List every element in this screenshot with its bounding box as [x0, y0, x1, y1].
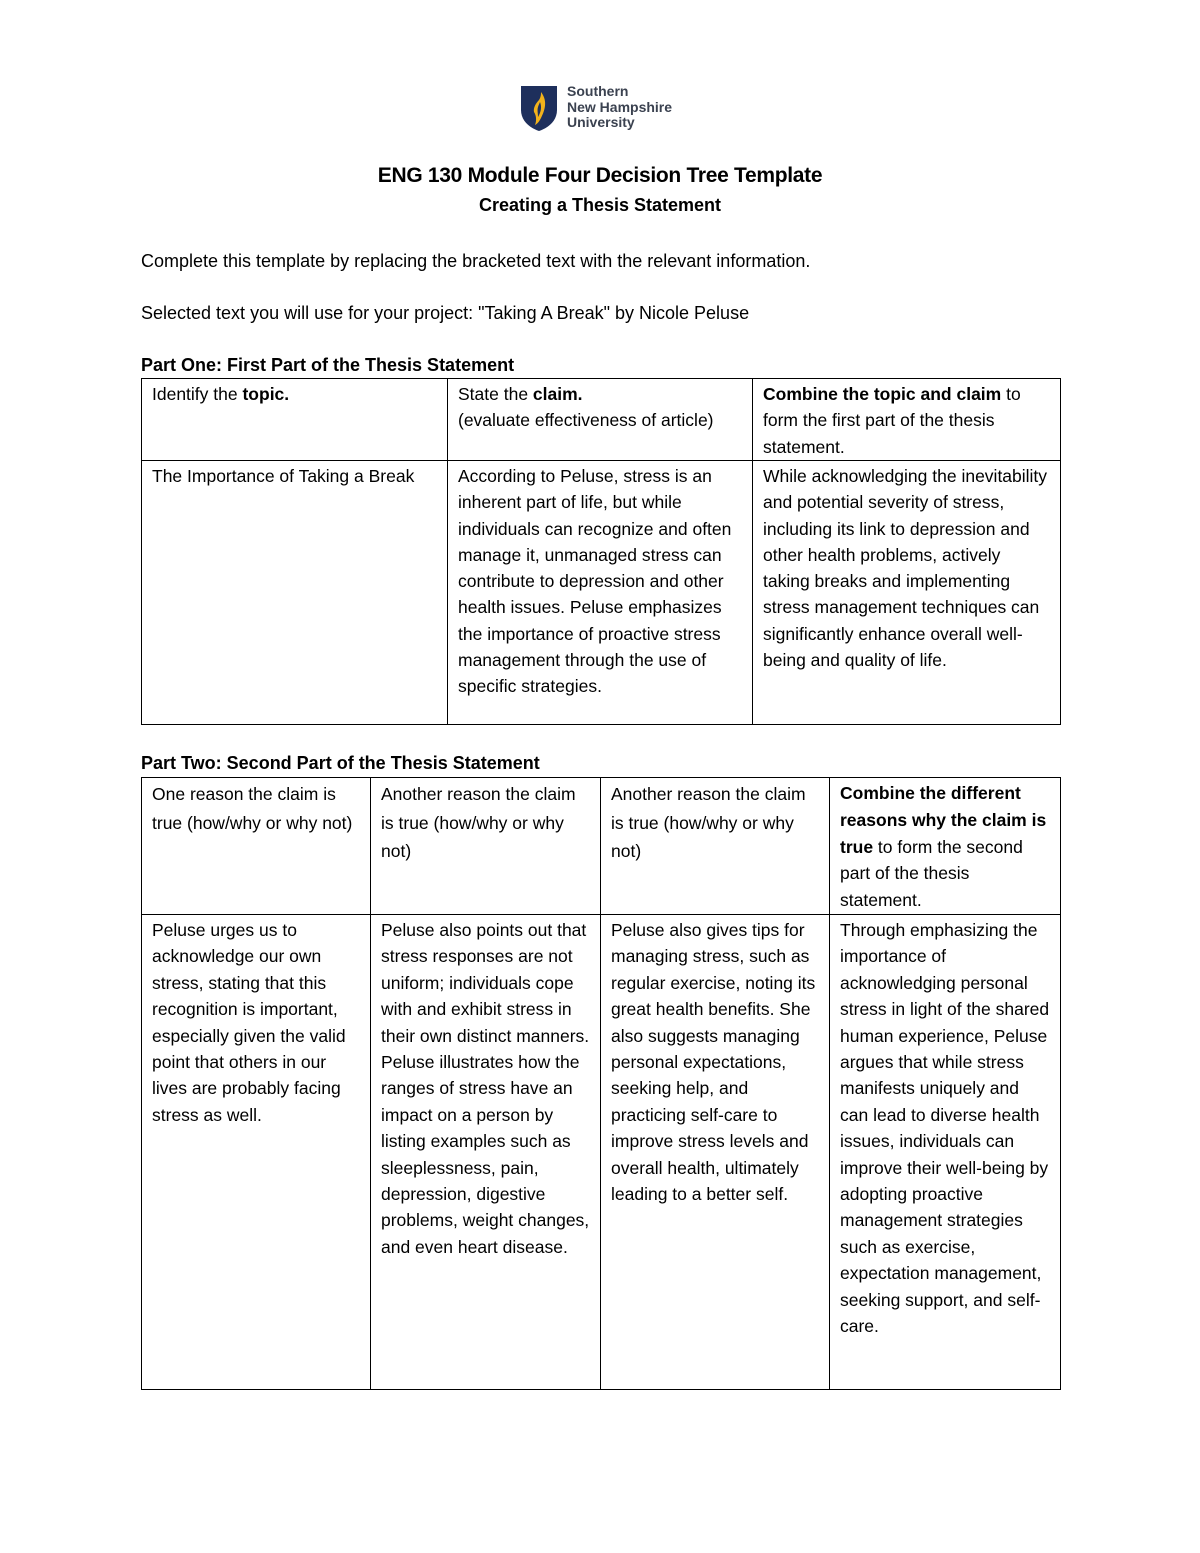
reason2-header-cell: Another reason the claim is true (how/why or why not)	[371, 778, 601, 915]
reason3-cell[interactable]: Peluse also gives tips for managing stress, such as regular exercise, noting its great health benefits. She also suggests managing personal expectations, seeking help, and practicing self-care to improve stress levels and overall health, ultimately leading to a better self.	[601, 914, 830, 1389]
logo-line-2: New Hampshire	[567, 98, 673, 115]
reason2-cell[interactable]: Peluse also points out that stress responses are not uniform; individuals cope with and exhibit stress in their own distinct manners. Peluse illustrates how the ranges of stress have an impact on a person by listing examples such as sleeplessness, pain, depression, digestive problems, weight changes, and even heart disease.	[371, 914, 601, 1389]
table-row	[142, 461, 1061, 725]
table-header-row	[142, 379, 1061, 461]
page-title: ENG 130 Module Four Decision Tree Template	[377, 164, 823, 187]
instruction-text: Complete this template by replacing the bracketed text with the relevant information.	[141, 251, 811, 271]
logo-line-3: University	[567, 114, 635, 130]
header-text: State the	[458, 384, 533, 404]
header-bold-text: topic.	[242, 384, 290, 404]
combine-header-cell	[753, 379, 1061, 461]
table-header-row	[142, 778, 1061, 915]
shield-flame-icon	[519, 84, 559, 132]
combine-header-cell	[830, 778, 1061, 915]
part-one-table	[141, 378, 1061, 725]
header-bold-text: claim.	[532, 384, 583, 404]
page-subtitle: Creating a Thesis Statement	[478, 195, 722, 215]
part-two-heading: Part Two: Second Part of the Thesis Statement	[141, 753, 540, 773]
reason1-header-cell: One reason the claim is true (how/why or why not)	[142, 778, 371, 915]
selected-text-line: Selected text you will use for your project: "Taking A Break" by Nicole Peluse	[141, 303, 750, 323]
table-row	[142, 914, 1061, 1389]
header-bold-text: Combine the topic and claim	[763, 384, 1002, 404]
combined-cell[interactable]: While acknowledging the inevitability and potential severity of stress, including its link to depression and other health problems, actively taking breaks and implementing stress management techniques can significantly enhance overall well-being and quality of life.	[753, 461, 1061, 725]
header-text: to form the first part of the thesis statement.	[763, 384, 1021, 457]
header-note: (evaluate effectiveness of article)	[458, 410, 714, 431]
claim-cell[interactable]: According to Peluse, stress is an inherent part of life, but while individuals can recognize and often manage it, unmanaged stress can contribute to depression and other health issues. Peluse emphasizes the importance of proactive stress management through the use of specific strategies.	[448, 461, 753, 725]
part-one-heading: Part One: First Part of the Thesis Statement	[141, 355, 515, 375]
combined-cell[interactable]: Through emphasizing the importance of acknowledging personal stress in light of the shared human experience, Peluse argues that while stress manifests uniquely and can lead to diverse health issues, individuals can improve their well-being by adopting proactive management strategies such as exercise, expectation management, seeking support, and self-care.	[830, 914, 1061, 1389]
header-bold-text: Combine the different reasons why the claim is true	[840, 783, 1047, 857]
topic-header-cell	[142, 379, 448, 461]
reason3-header-cell: Another reason the claim is true (how/why or why not)	[601, 778, 830, 915]
logo-wordmark	[567, 84, 672, 131]
logo-line-1: Southern	[567, 83, 629, 99]
reason1-cell[interactable]: Peluse urges us to acknowledge our own stress, stating that this recognition is important, especially given the valid point that others in our lives are probably facing stress as well.	[142, 914, 371, 1389]
snhu-logo	[519, 84, 672, 132]
header-text: to form the second part of the thesis statement.	[840, 836, 1023, 911]
part-two-table	[141, 777, 1061, 1390]
claim-header-cell	[448, 379, 753, 461]
header-text: Identify the	[152, 384, 243, 404]
topic-cell[interactable]: The Importance of Taking a Break	[142, 461, 448, 725]
